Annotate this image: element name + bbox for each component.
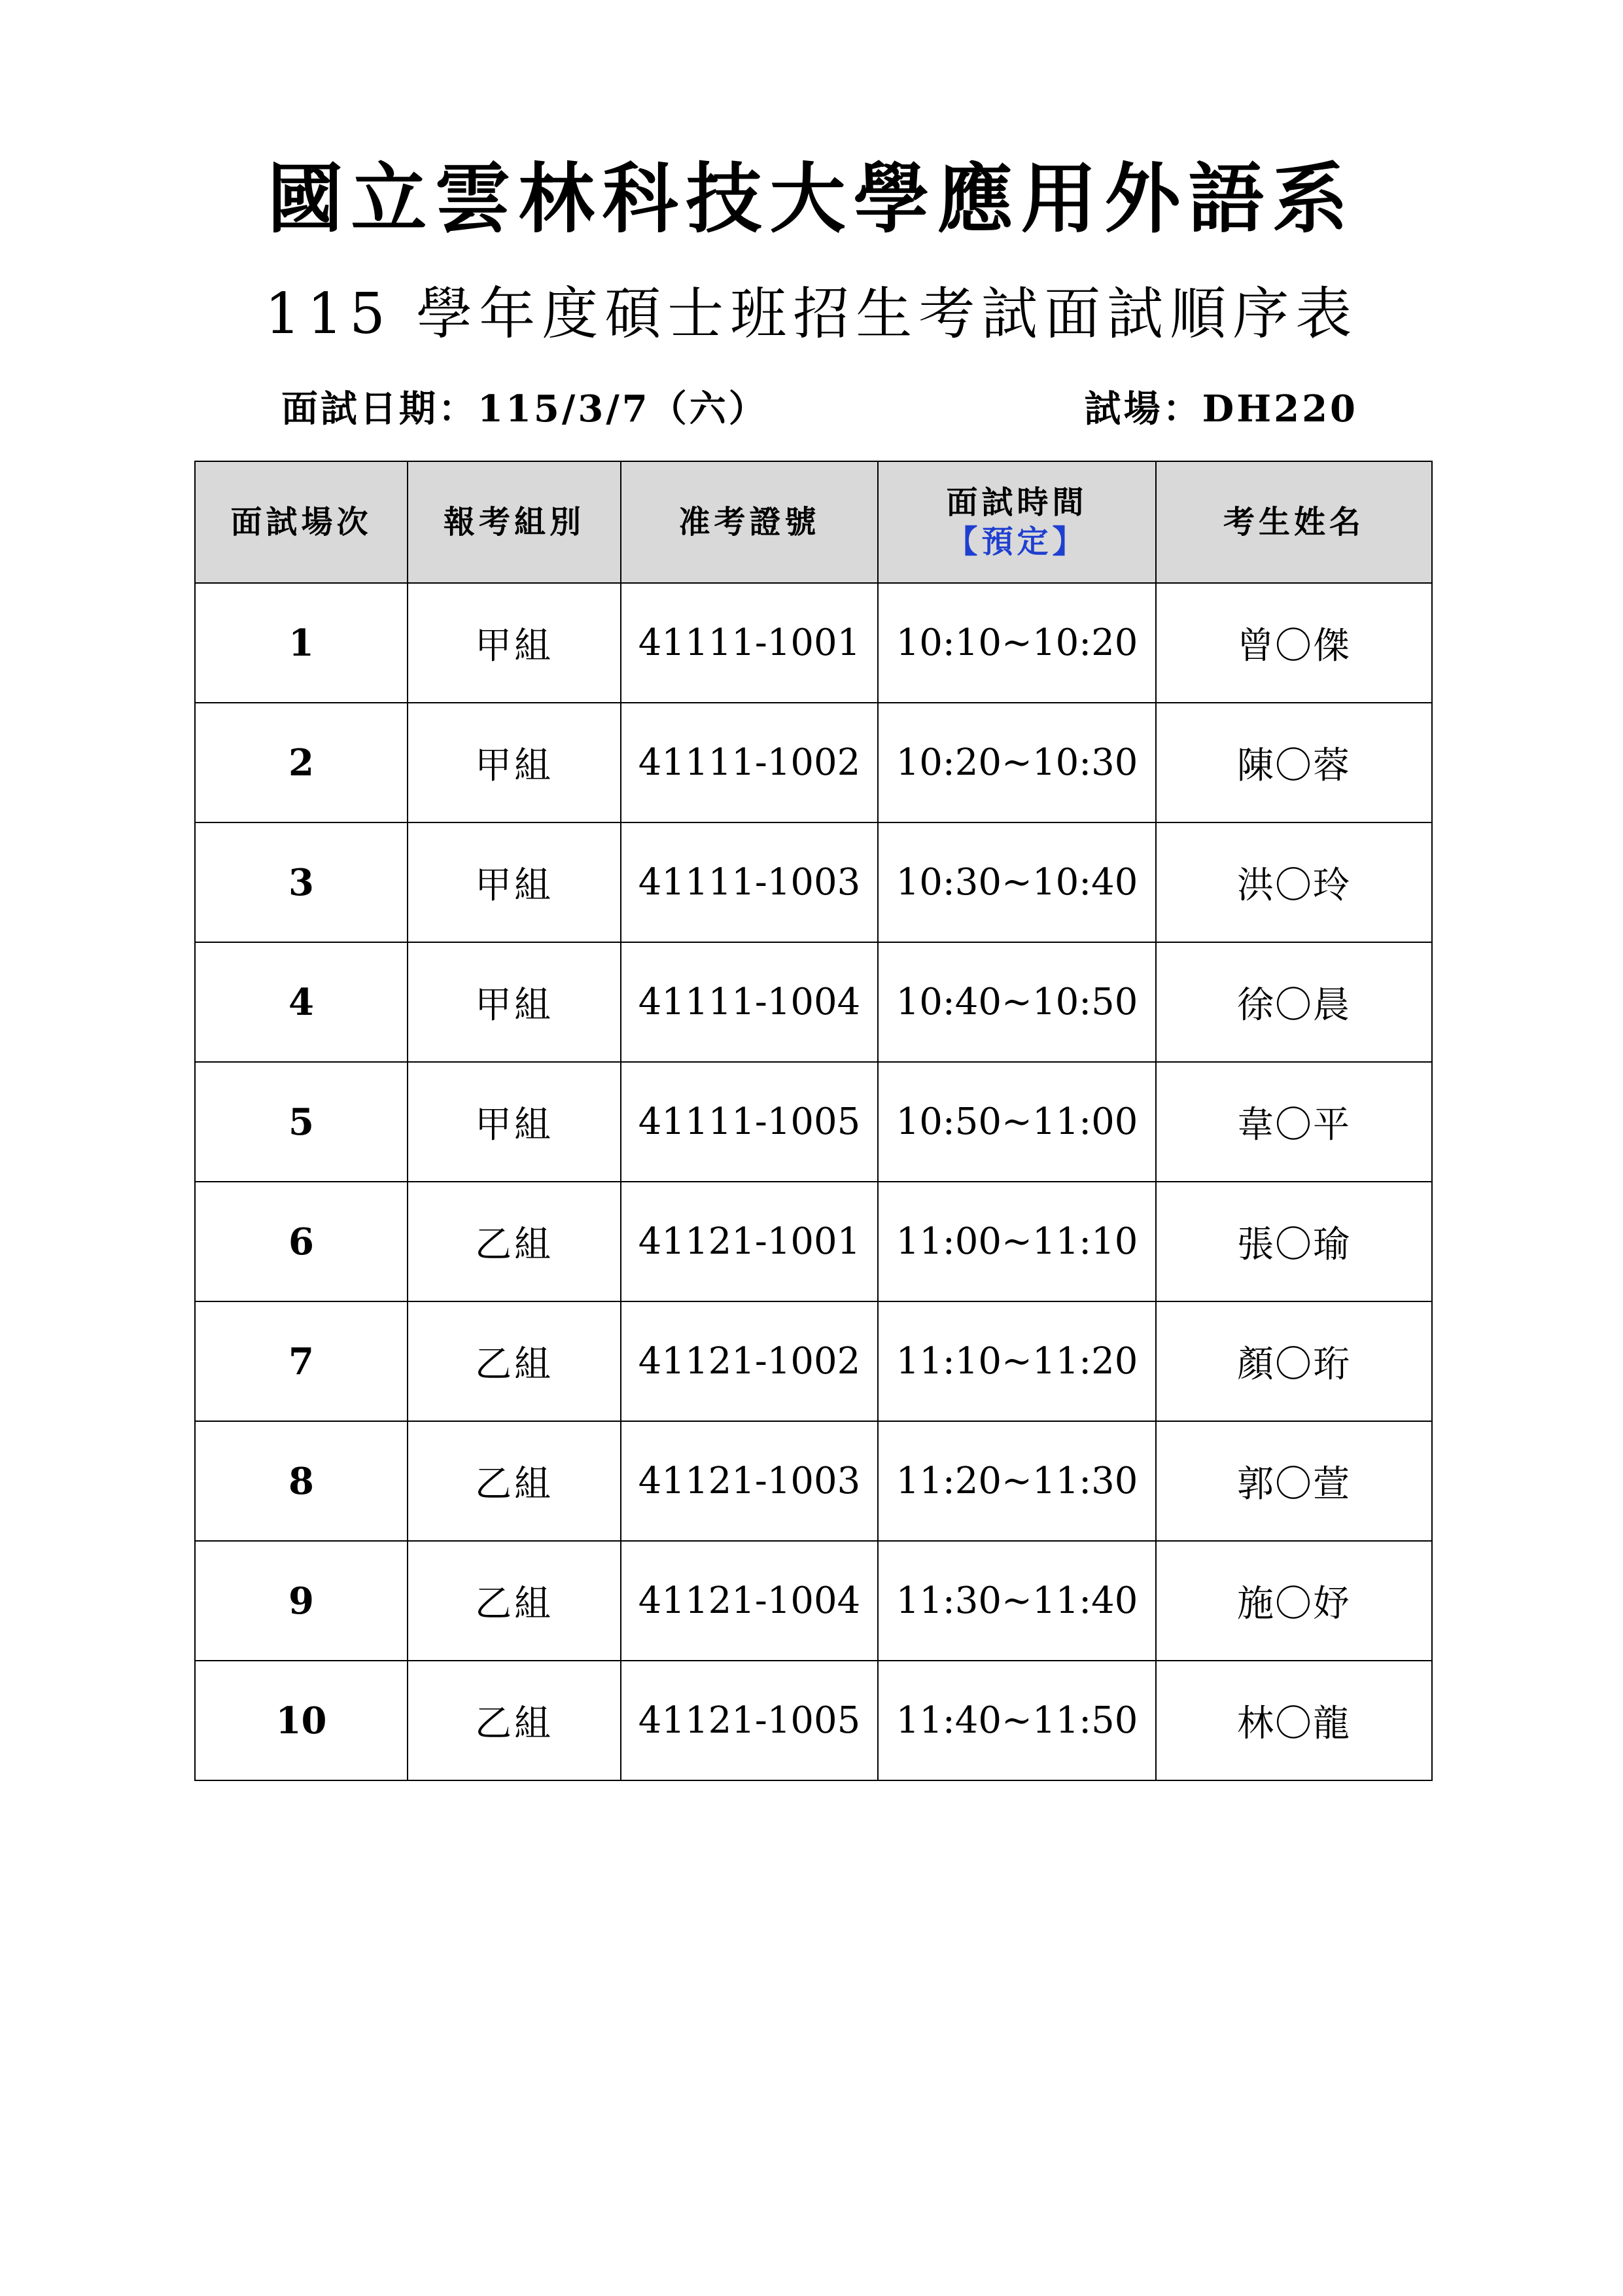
table-row — [195, 703, 1432, 822]
table-row — [195, 1541, 1432, 1661]
table-row — [195, 1301, 1432, 1421]
cell-name: 張〇瑜 — [1156, 1182, 1432, 1301]
interview-date: 面試日期：115/3/7（六） — [281, 387, 768, 431]
exam-room: 試場：DH220 — [1084, 387, 1358, 431]
column-header-time-note: 【預定】 — [946, 523, 1088, 560]
cell-time: 11:10~11:20 — [878, 1301, 1156, 1421]
cell-name: 施〇妤 — [1156, 1541, 1432, 1661]
table-row — [195, 1182, 1432, 1301]
table-row — [195, 1661, 1432, 1780]
cell-exam-id: 41111-1005 — [621, 1062, 878, 1182]
cell-time: 10:40~10:50 — [878, 942, 1156, 1062]
cell-session-no: 5 — [195, 1062, 408, 1182]
cell-time: 10:30~10:40 — [878, 822, 1156, 942]
cell-name: 韋〇平 — [1156, 1062, 1432, 1182]
cell-time: 10:10~10:20 — [878, 583, 1156, 703]
cell-group: 甲組 — [408, 1062, 621, 1182]
cell-name: 顏〇珩 — [1156, 1301, 1432, 1421]
cell-exam-id: 41121-1002 — [621, 1301, 878, 1421]
column-header-time-label: 面試時間 — [946, 484, 1088, 521]
cell-time: 10:50~11:00 — [878, 1062, 1156, 1182]
cell-session-no: 7 — [195, 1301, 408, 1421]
cell-exam-id: 41121-1005 — [621, 1661, 878, 1780]
page-title: 國立雲林科技大學應用外語系 — [267, 155, 1356, 243]
table-row — [195, 822, 1432, 942]
cell-name: 陳〇蓉 — [1156, 703, 1432, 822]
cell-session-no: 10 — [195, 1661, 408, 1780]
column-header-group: 報考組別 — [408, 461, 621, 583]
table-row — [195, 1062, 1432, 1182]
cell-time: 10:20~10:30 — [878, 703, 1156, 822]
cell-exam-id: 41111-1003 — [621, 822, 878, 942]
cell-exam-id: 41111-1002 — [621, 703, 878, 822]
page-subtitle: 115 學年度碩士班招生考試面試順序表 — [264, 281, 1359, 347]
table-row — [195, 942, 1432, 1062]
cell-time: 11:30~11:40 — [878, 1541, 1156, 1661]
cell-name: 林〇龍 — [1156, 1661, 1432, 1780]
cell-group: 甲組 — [408, 703, 621, 822]
cell-name: 曾〇傑 — [1156, 583, 1432, 703]
cell-group: 乙組 — [408, 1541, 621, 1661]
cell-group: 乙組 — [408, 1301, 621, 1421]
cell-exam-id: 41111-1004 — [621, 942, 878, 1062]
cell-session-no: 4 — [195, 942, 408, 1062]
cell-group: 乙組 — [408, 1421, 621, 1541]
column-header-name: 考生姓名 — [1156, 461, 1432, 583]
table-row — [195, 583, 1432, 703]
interview-schedule-table — [194, 461, 1433, 1781]
cell-group: 乙組 — [408, 1182, 621, 1301]
column-header-exam-id: 准考證號 — [621, 461, 878, 583]
cell-group: 甲組 — [408, 942, 621, 1062]
cell-time: 11:40~11:50 — [878, 1661, 1156, 1780]
cell-session-no: 9 — [195, 1541, 408, 1661]
table-row — [195, 1421, 1432, 1541]
cell-exam-id: 41121-1003 — [621, 1421, 878, 1541]
column-header-time — [878, 461, 1156, 583]
cell-exam-id: 41111-1001 — [621, 583, 878, 703]
cell-name: 徐〇晨 — [1156, 942, 1432, 1062]
cell-group: 乙組 — [408, 1661, 621, 1780]
cell-session-no: 2 — [195, 703, 408, 822]
cell-exam-id: 41121-1004 — [621, 1541, 878, 1661]
cell-exam-id: 41121-1001 — [621, 1182, 878, 1301]
cell-group: 甲組 — [408, 822, 621, 942]
cell-session-no: 8 — [195, 1421, 408, 1541]
column-header-session: 面試場次 — [195, 461, 408, 583]
cell-time: 11:00~11:10 — [878, 1182, 1156, 1301]
cell-session-no: 6 — [195, 1182, 408, 1301]
cell-name: 洪〇玲 — [1156, 822, 1432, 942]
cell-group: 甲組 — [408, 583, 621, 703]
table-header-row — [195, 461, 1432, 583]
cell-session-no: 3 — [195, 822, 408, 942]
cell-session-no: 1 — [195, 583, 408, 703]
cell-name: 郭〇萱 — [1156, 1421, 1432, 1541]
cell-time: 11:20~11:30 — [878, 1421, 1156, 1541]
